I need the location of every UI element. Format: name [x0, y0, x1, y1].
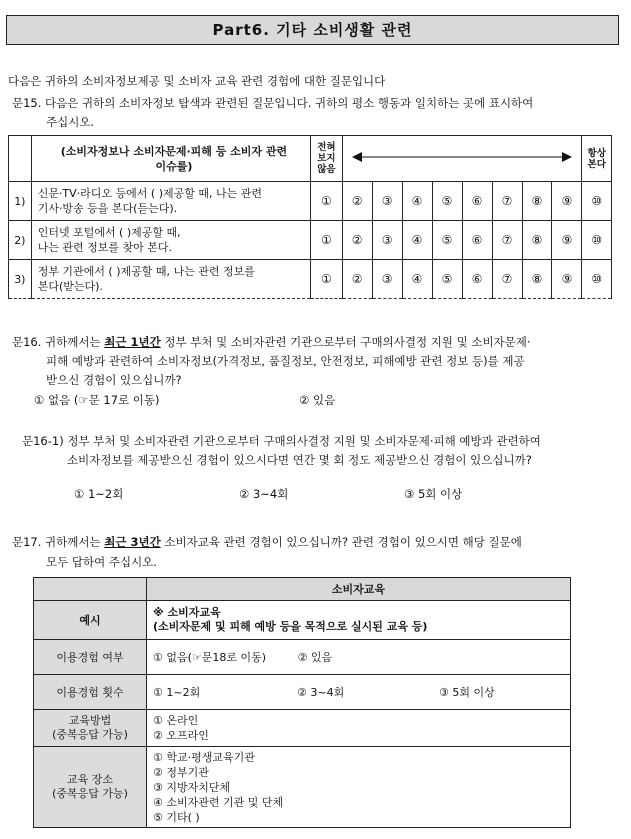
option-4[interactable]: ④: [402, 182, 432, 221]
q17-use-options: [147, 640, 571, 675]
never-1: 전혀: [317, 142, 336, 153]
q17-rest: 소비자교육 관련 경험이 있으십니까? 관련 경험이 있으시면 해당 질문에: [160, 535, 522, 549]
row-text-1: 인터넷 포털에서 ( )제공할 때,: [37, 226, 181, 239]
option-8[interactable]: ⑧: [522, 182, 552, 221]
q15-table: [8, 135, 612, 299]
row-text-2: 본다(받는다).: [37, 280, 103, 293]
row-number: 2): [9, 221, 32, 260]
option-5[interactable]: ⑤: [432, 182, 462, 221]
row-text: [31, 182, 311, 221]
q16-1-option-3[interactable]: ③ 5회 이상: [404, 487, 463, 501]
q15-row: [9, 182, 612, 221]
always-2: 본다: [587, 158, 606, 170]
q17-method-options: [147, 710, 571, 747]
option-9[interactable]: ⑨: [552, 182, 582, 221]
q17-count-option-3[interactable]: ③ 5회 이상: [439, 686, 495, 699]
option-3[interactable]: ③: [372, 221, 402, 260]
never-2: 보지: [317, 153, 336, 164]
page-title: Part6. 기타 소비생활 관련: [6, 15, 619, 45]
option-9[interactable]: ⑨: [552, 221, 582, 260]
q17-example-2: (소비자문제 및 피해 예방 등을 목적으로 실시된 교육 등): [153, 620, 428, 633]
row-text-2: 기사·방송 등을 본다(듣는다).: [37, 202, 178, 215]
q17-count-option-2[interactable]: ② 3~4회: [297, 686, 345, 699]
q15-header-always: [582, 136, 612, 182]
q15-row: [9, 221, 612, 260]
q16-1-option-1[interactable]: ① 1~2회: [74, 487, 124, 501]
option-5[interactable]: ⑤: [432, 260, 462, 299]
q17-corner: [34, 578, 147, 601]
q17-method-option-1[interactable]: ① 온라인: [153, 714, 199, 727]
q17-example: [147, 601, 571, 640]
option-2[interactable]: ②: [342, 260, 372, 299]
row-text: [31, 221, 311, 260]
q17-method-label-1: 교육방법: [68, 714, 112, 727]
row-number: 1): [9, 182, 32, 221]
q17-place-option-2[interactable]: ② 정부기관: [153, 765, 209, 779]
option-2[interactable]: ②: [342, 182, 372, 221]
q17-method-label: [34, 710, 147, 747]
q17-example-1: ※ 소비자교육: [153, 606, 221, 619]
q16-option-1[interactable]: ① 없음 (☞문 17로 이동): [34, 393, 160, 407]
q16-option-2[interactable]: ② 있음: [299, 393, 336, 407]
q17-place-label-1: 교육 장소: [66, 773, 113, 786]
q16-emphasis: 최근 1년간: [104, 335, 161, 349]
row-number: 3): [9, 260, 32, 299]
row-text-1: 정부 기관에서 ( )제공할 때, 나는 관련 정보를: [37, 265, 255, 278]
option-2[interactable]: ②: [342, 221, 372, 260]
option-3[interactable]: ③: [372, 260, 402, 299]
q15-scale-arrow: [342, 136, 582, 182]
option-3[interactable]: ③: [372, 182, 402, 221]
option-1[interactable]: ①: [311, 260, 342, 299]
q17-count-label: 이용경험 횟수: [34, 675, 147, 710]
q17-place-option-4[interactable]: ④ 소비자관련 기관 및 단체: [153, 795, 284, 809]
q16-rest: 정부 부처 및 소비자관련 기관으로부터 구매의사결정 지원 및 소비자문제·: [160, 335, 531, 349]
q15-line1: 문15. 다음은 귀하의 소비자정보 탐색과 관련된 질문입니다. 귀하의 평소 행동과 일치하는 곳에 표시하여: [12, 96, 534, 110]
option-1[interactable]: ①: [311, 221, 342, 260]
option-10[interactable]: ⑩: [582, 260, 612, 299]
q17-emphasis: 최근 3년간: [104, 535, 161, 549]
q17-place-label: [34, 747, 147, 828]
q17-method-label-2: (중복응답 가능): [52, 728, 128, 741]
q17-use-option-2[interactable]: ② 있음: [297, 651, 333, 664]
q17-use-option-1[interactable]: ① 없음(☞문18로 이동): [153, 651, 267, 664]
q17-line2: 모두 답하여 주십시오.: [46, 555, 157, 569]
row-text-2: 나는 관련 정보를 찾아 본다.: [37, 241, 173, 254]
q15-header-topic-1: (소비자정보나 소비자문제·피해 등 소비자 관련: [60, 144, 288, 158]
q17-count-option-1[interactable]: ① 1~2회: [153, 686, 201, 699]
q17-method-option-2[interactable]: ② 오프라인: [153, 729, 209, 742]
double-arrow-icon: [344, 147, 580, 167]
option-10[interactable]: ⑩: [582, 182, 612, 221]
option-5[interactable]: ⑤: [432, 221, 462, 260]
q17-place-options: [147, 747, 571, 828]
q16-1-line2: 소비자정보를 제공받으신 경험이 있으시다면 연간 몇 회 정도 제공받으신 경험이 있으십니까?: [67, 453, 532, 467]
option-7[interactable]: ⑦: [492, 221, 522, 260]
q17-line1: [12, 534, 522, 550]
never-3: 않음: [317, 164, 336, 175]
q16-line3: 받으신 경험이 있으십니까?: [46, 373, 182, 387]
option-8[interactable]: ⑧: [522, 221, 552, 260]
q17-count-options: [147, 675, 571, 710]
q15-header-num: [9, 136, 32, 182]
q16-line1: [12, 334, 531, 350]
option-8[interactable]: ⑧: [522, 260, 552, 299]
row-text-1: 신문·TV·라디오 등에서 ( )제공할 때, 나는 관련: [37, 187, 262, 200]
intro-text: 다음은 귀하의 소비자정보제공 및 소비자 교육 관련 경험에 대한 질문입니다: [8, 74, 386, 88]
row-text: [31, 260, 311, 299]
option-6[interactable]: ⑥: [462, 182, 492, 221]
q17-place-label-2: (중복응답 가능): [52, 787, 128, 800]
q15-row: [9, 260, 612, 299]
option-1[interactable]: ①: [311, 182, 342, 221]
option-4[interactable]: ④: [402, 221, 432, 260]
q17-example-label: 예시: [34, 601, 147, 640]
option-7[interactable]: ⑦: [492, 260, 522, 299]
option-6[interactable]: ⑥: [462, 260, 492, 299]
q15-header-never: [311, 136, 342, 182]
option-6[interactable]: ⑥: [462, 221, 492, 260]
q17-use-label: 이용경험 여부: [34, 640, 147, 675]
always-1: 항상: [587, 147, 606, 159]
q17-prefix: 문17. 귀하께서는: [12, 535, 105, 549]
q16-prefix: 문16. 귀하께서는: [12, 335, 105, 349]
option-7[interactable]: ⑦: [492, 182, 522, 221]
option-4[interactable]: ④: [402, 260, 432, 299]
q15-line2: 주십시오.: [46, 115, 95, 129]
q16-line2: 피해 예방과 관련하여 소비자정보(가격정보, 품질정보, 안전정보, 피해예방 관련 정보 등)를 제공: [46, 354, 525, 368]
q16-1-option-2[interactable]: ② 3~4회: [239, 487, 289, 501]
q16-1-line1: 문16-1) 정부 부처 및 소비자관련 기관으로부터 구매의사결정 지원 및 소비자문제·피해 예방과 관련하여: [22, 434, 541, 448]
q17-place-option-3[interactable]: ③ 지방자치단체: [153, 780, 231, 794]
q15-header-topic-2: 이슈를): [155, 159, 193, 173]
q17-table: [33, 577, 571, 828]
q17-place-option-5[interactable]: ⑤ 기타( ): [153, 810, 200, 824]
q17-col-header: 소비자교육: [147, 578, 571, 601]
option-10[interactable]: ⑩: [582, 221, 612, 260]
q15-header-topic: [31, 136, 311, 182]
option-9[interactable]: ⑨: [552, 260, 582, 299]
q17-place-option-1[interactable]: ① 학교·평생교육기관: [153, 750, 255, 764]
